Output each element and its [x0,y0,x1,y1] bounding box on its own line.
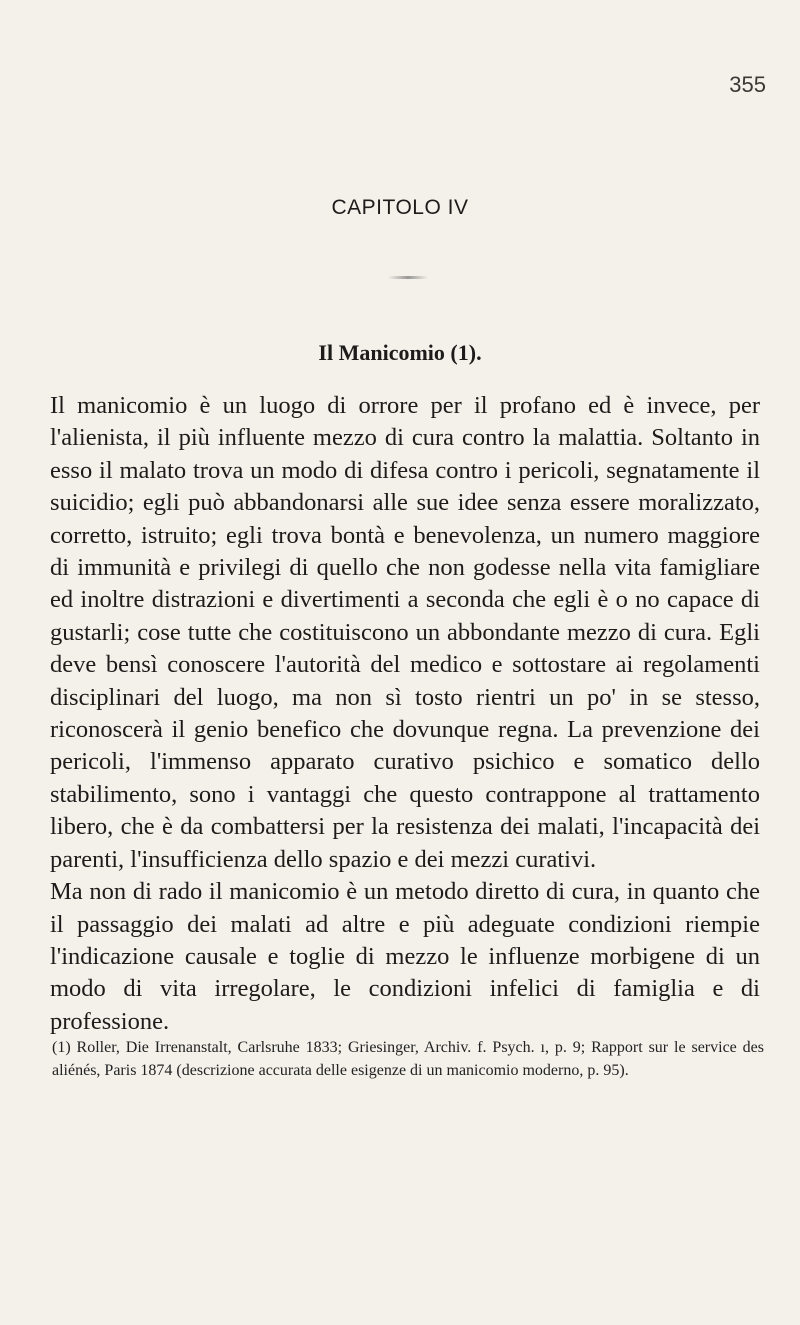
section-title: Il Manicomio (1). [318,340,482,365]
paragraph-2: Ma non di rado il manicomio è un metodo diretto di cura, in quanto che il passaggio dei malati ad altre e più adeguate condizioni riempie l'indicazione causale e toglie di mezzo le influenze morbigene di un modo di vita irregolare, le condizioni infelici di famiglia e di professione. [50,878,760,1035]
footnote: (1) Roller, Die Irrenanstalt, Carlsruhe 1833; Griesinger, Archiv. f. Psych. ı, p. 9; Rapport sur le service des aliénés, Paris 1874 (descrizione accurata delle esigenze di un manicomio moderno, p. 95). [52,1039,764,1079]
body-text [50,390,760,1038]
page-number: 355 [729,72,766,97]
chapter-title: CAPITOLO IV [331,196,469,219]
paragraph-1: Il manicomio è un luogo di orrore per il profano ed è invece, per l'alienista, il più influente mezzo di cura contro la malattia. Soltanto in esso il malato trova un modo di difesa contro i pericoli, segnatamente il suicidio; egli può abbandonarsi alle sue idee senza essere moralizzato, corretto, istruito; egli trova bontà e benevolenza, un numero maggiore di immunità e privilegi di quello che non godesse nella vita famigliare ed inoltre distrazioni e divertimenti a seconda che egli è o no capace di gustarli; cose tutte che costituiscono un abbondante mezzo di cura. Egli deve bensì conoscere l'autorità del medico e sottostare ai regolamenti disciplinari del luogo, ma non sì tosto rientri un po' in se stesso, riconoscerà il genio benefico che dovunque regna. La prevenzione dei pericoli, l'immenso apparato curativo psichico e somatico dello stabilimento, sono i vantaggi che questo contrappone al trattamento libero, che è da combattersi per la resistenza dei malati, l'incapacità dei parenti, l'insufficienza dello spazio e dei mezzi curativi. [50,392,760,873]
ornament-divider [388,276,428,279]
